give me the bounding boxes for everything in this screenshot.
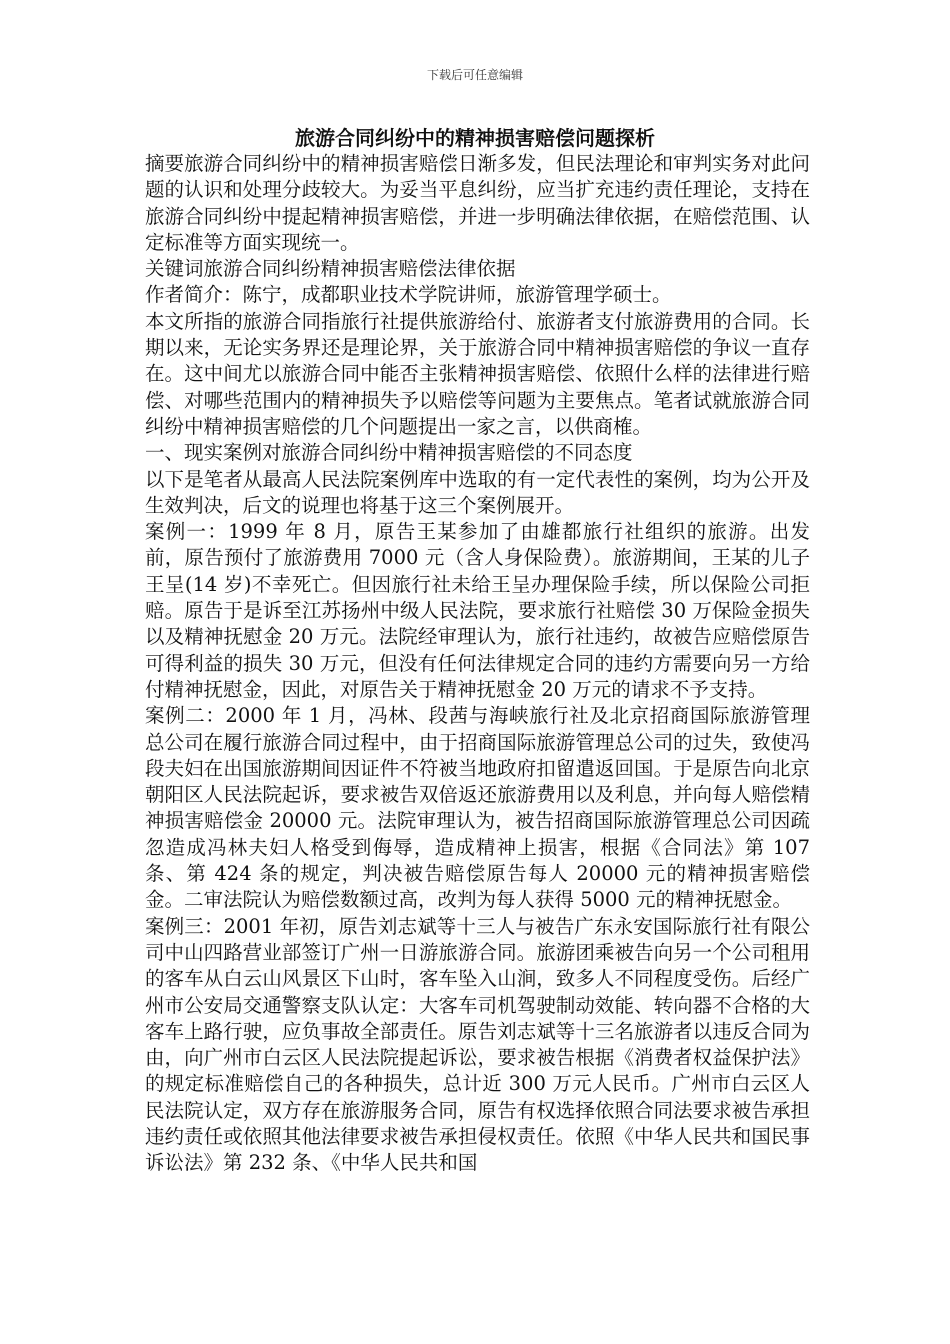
cases-intro-paragraph: 以下是笔者从最高人民法院案例库中选取的有一定代表性的案例，均为公开及生效判决，后文的说理也将基于这三个案例展开。 xyxy=(145,467,810,517)
author-line: 作者简介：陈宁，成都职业技术学院讲师，旅游管理学硕士。 xyxy=(145,283,672,307)
case-one-paragraph: 案例一：1999 年 8 月，原告王某参加了由雄都旅行社组织的旅游。出发前，原告预付了旅游费用 7000 元（含人身保险费）。旅游期间，王某的儿子王呈(14 岁)不幸死亡。但因旅行社未给王呈办理保险手续，所以保险公司拒赔。原告于是诉至江苏扬州中级人民法院，要求旅行社赔偿 30 万保险金损失以及精神抚慰金 20 万元。法院经审理认为，旅行社违约，故被告应赔偿原告可得利益的损失 30 万元，但没有任何法律规定合同的违约方需要向另一方给付精神抚慰金，因此，对原告关于精神抚慰金 20 万元的请求不予支持。 xyxy=(145,520,810,701)
case-three-paragraph: 案例三：2001 年初，原告刘志斌等十三人与被告广东永安国际旅行社有限公司中山四路营业部签订广州一日游旅游合同。旅游团乘被告向另一个公司租用的客车从白云山风景区下山时，客车坠入山涧，致多人不同程度受伤。后经广州市公安局交通警察支队认定：大客车司机驾驶制动效能、转向器不合格的大客车上路行驶，应负事故全部责任。原告刘志斌等十三名旅游者以违反合同为由，向广州市白云区人民法院提起诉讼，要求被告根据《消费者权益保护法》的规定标准赔偿自己的各种损失，总计近 300 万元人民币。广州市白云区人民法院认定，双方存在旅游服务合同，原告有权选择依照合同法要求被告承担违约责任或依照其他法律要求被告承担侵权责任。依照《中华人民共和国民事诉讼法》第 232 条、《中华人民共和国 xyxy=(145,914,810,1175)
keywords-line: 关键词旅游合同纠纷精神损害赔偿法律依据 xyxy=(145,257,516,281)
document-body xyxy=(145,151,810,1177)
document-title: 旅游合同纠纷中的精神损害赔偿问题探析 xyxy=(295,126,655,150)
case-two-paragraph: 案例二：2000 年 1 月，冯林、段茜与海峡旅行社及北京招商国际旅游管理总公司在履行旅游合同过程中，由于招商国际旅游管理总公司的过失，致使冯段夫妇在出国旅游期间因证件不符被当地政府扣留遣返回国。于是原告向北京朝阳区人民法院起诉，要求被告双倍返还旅游费用以及利息，并向每人赔偿精神损害赔偿金 20000 元。法院审理认为，被告招商国际旅游管理总公司因疏忽造成冯林夫妇人格受到侮辱，造成精神上损害，根据《合同法》第 107 条、第 424 条的规定，判决被告赔偿原告每人 20000 元的精神损害赔偿金。二审法院认为赔偿数额过高，改判为每人获得 5000 元的精神抚慰金。 xyxy=(145,704,810,912)
section-heading: 一、现实案例对旅游合同纠纷中精神损害赔偿的不同态度 xyxy=(145,441,633,465)
abstract-paragraph: 摘要旅游合同纠纷中的精神损害赔偿日渐多发，但民法理论和审判实务对此问题的认识和处理分歧较大。为妥当平息纠纷，应当扩充违约责任理论，支持在旅游合同纠纷中提起精神损害赔偿，并进一步明确法律依据，在赔偿范围、认定标准等方面实现统一。 xyxy=(145,152,810,254)
header-note: 下载后可任意编辑 xyxy=(426,68,523,82)
intro-paragraph: 本文所指的旅游合同指旅行社提供旅游给付、旅游者支付旅游费用的合同。长期以来，无论实务界还是理论界，关于旅游合同中精神损害赔偿的争议一直存在。这中间尤以旅游合同中能否主张精神损害赔偿、依照什么样的法律进行赔偿、对哪些范围内的精神损失予以赔偿等问题为主要焦点。笔者试就旅游合同纠纷中精神损害赔偿的几个问题提出一家之言，以供商榷。 xyxy=(145,309,810,438)
